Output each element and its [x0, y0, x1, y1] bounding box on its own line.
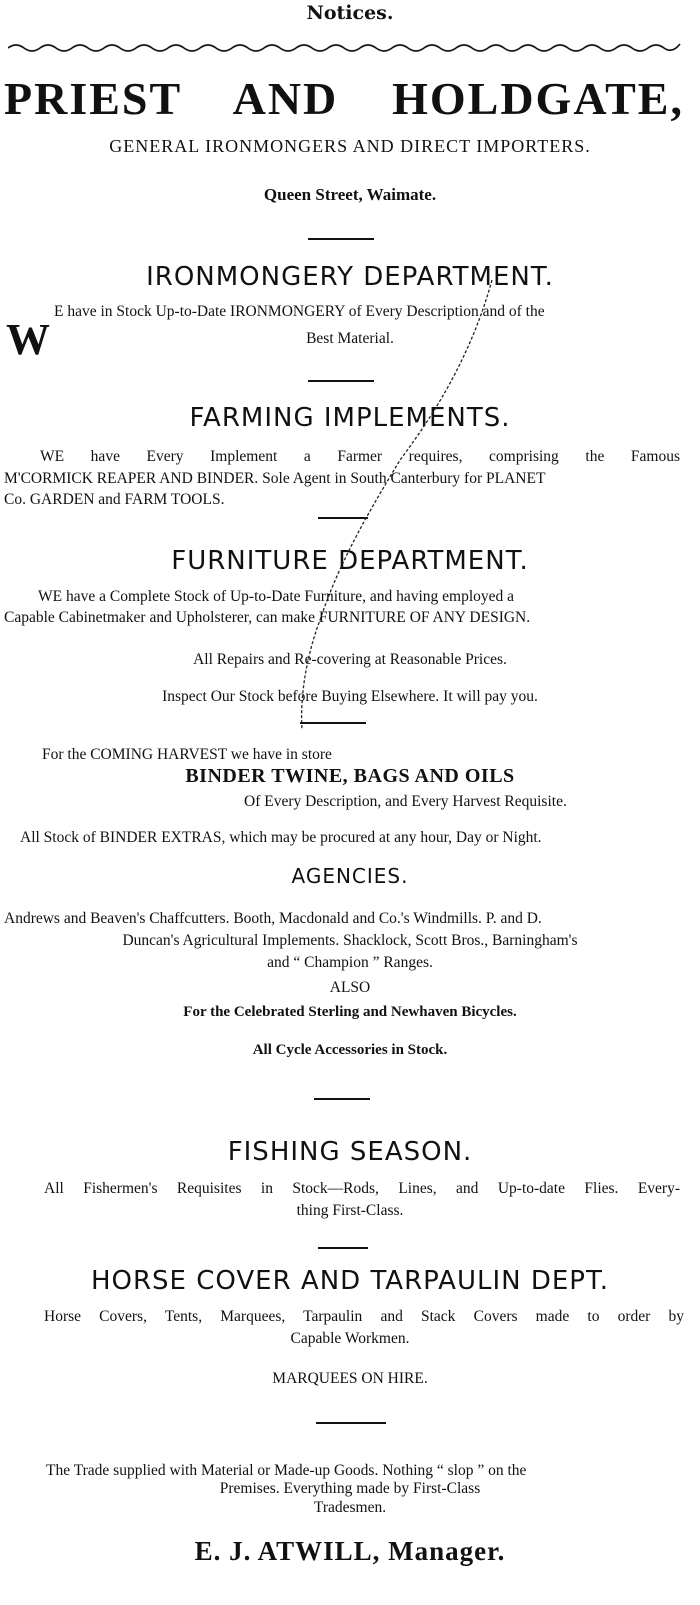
furniture-line-1: WE have a Complete Stock of Up-to-Date Furniture, and having employed a — [38, 588, 515, 605]
horse-cover-line-2: Capable Workmen. — [290, 1330, 410, 1347]
ironmongery-heading: IRONMONGERY DEPARTMENT. — [146, 262, 554, 292]
firm-tagline: GENERAL IRONMONGERS AND DIRECT IMPORTERS. — [109, 136, 591, 156]
fishing-line-2: thing First-Class. — [296, 1202, 404, 1219]
horse-cover-line-1: Horse Covers, Tents, Marquees, Tarpaulin and Stack Covers made to order by — [44, 1308, 684, 1325]
harvest-extras: All Stock of BINDER EXTRAS, which may be procured at any hour, Day or Night. — [20, 829, 542, 846]
agencies-heading: AGENCIES. — [291, 864, 409, 888]
fishing-heading: FISHING SEASON. — [227, 1137, 473, 1167]
trade-line-1: The Trade supplied with Material or Made-up Goods. Nothing “ slop ” on the — [46, 1462, 527, 1479]
furniture-inspect: Inspect Our Stock before Buying Elsewhere. It will pay you. — [162, 688, 538, 705]
firm-name: PRIEST AND HOLDGATE, — [4, 73, 684, 124]
agencies-cycle-accessories: All Cycle Accessories in Stock. — [252, 1042, 448, 1058]
furniture-heading: FURNITURE DEPARTMENT. — [171, 546, 529, 576]
manager-signature: E. J. ATWILL, Manager. — [194, 1536, 506, 1566]
section-heading: Notices. — [306, 2, 394, 24]
farming-line-3: Co. GARDEN and FARM TOOLS. — [4, 491, 225, 508]
ironmongery-line-2: Best Material. — [306, 330, 394, 347]
ironmongery-line-1: E have in Stock Up-to-Date IRONMONGERY of Every Description and of the — [54, 303, 545, 320]
agencies-also: ALSO — [329, 979, 371, 996]
farming-line-2: M'CORMICK REAPER AND BINDER. Sole Agent in South Canterbury for PLANET — [4, 470, 546, 487]
agencies-line-1: Andrews and Beaven's Chaffcutters. Booth, Macdonald and Co.'s Windmills. P. and D. — [4, 910, 542, 927]
furniture-line-2: Capable Cabinetmaker and Upholsterer, can make FURNITURE OF ANY DESIGN. — [4, 609, 531, 626]
agencies-line-3: and “ Champion ” Ranges. — [267, 954, 433, 971]
trade-line-3: Tradesmen. — [313, 1499, 387, 1516]
farming-heading: FARMING IMPLEMENTS. — [189, 403, 511, 433]
drop-cap: W — [6, 315, 50, 364]
trade-line-2: Premises. Everything made by First-Class — [219, 1480, 481, 1497]
harvest-line: Of Every Description, and Every Harvest Requisite. — [244, 793, 567, 810]
marquees-on-hire: MARQUEES ON HIRE. — [272, 1370, 428, 1387]
farming-line-1: WE have Every Implement a Farmer requires, comprising the Famous — [40, 448, 680, 465]
fishing-line-1: All Fishermen's Requisites in Stock—Rods, Lines, and Up-to-date Flies. Every- — [44, 1180, 680, 1197]
agencies-line-2: Duncan's Agricultural Implements. Shacklock, Scott Bros., Barningham's — [122, 932, 578, 949]
firm-address: Queen Street, Waimate. — [263, 185, 437, 204]
furniture-repairs: All Repairs and Re-covering at Reasonable Prices. — [193, 651, 507, 668]
horse-cover-heading: HORSE COVER AND TARPAULIN DEPT. — [90, 1266, 610, 1296]
agencies-bicycles: For the Celebrated Sterling and Newhaven Bicycles. — [183, 1004, 517, 1020]
harvest-heading: BINDER TWINE, BAGS AND OILS — [185, 765, 515, 787]
harvest-intro: For the COMING HARVEST we have in store — [42, 746, 332, 763]
